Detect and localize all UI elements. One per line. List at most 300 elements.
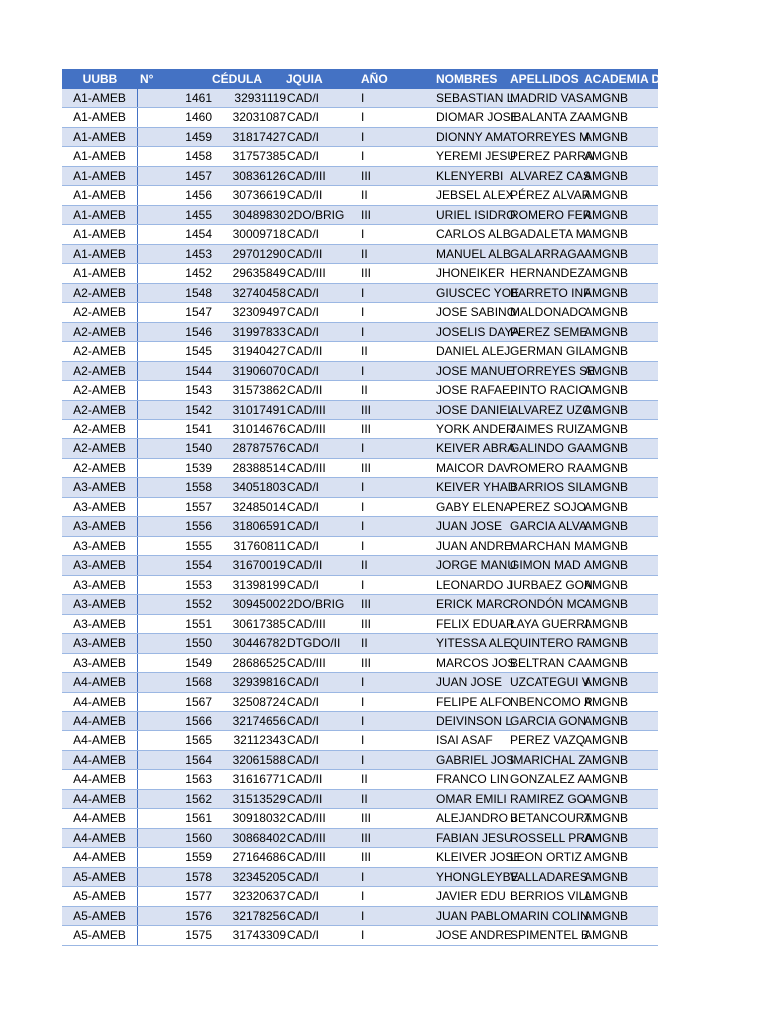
- cell-cedula[interactable]: 31806591: [232, 519, 286, 534]
- cell-apellidos[interactable]: ROMERO FER: [510, 207, 592, 222]
- cell-nombres[interactable]: OMAR EMILI: [436, 791, 507, 806]
- cell-ano[interactable]: I: [361, 714, 365, 728]
- cell-cedula[interactable]: 32939816: [232, 675, 286, 690]
- cell-academia[interactable]: AMGNB: [584, 811, 629, 826]
- cell-cedula[interactable]: 32061588: [232, 752, 286, 767]
- cell-nombres[interactable]: ISAI ASAF: [436, 733, 493, 748]
- cell-nombres[interactable]: YITESSA ALE: [436, 636, 512, 651]
- cell-cedula[interactable]: 31757385: [232, 149, 286, 164]
- cell-jquia[interactable]: CAD/I: [287, 577, 320, 592]
- cell-nombres[interactable]: URIEL ISIDRO: [436, 207, 516, 222]
- cell-number[interactable]: 1567: [185, 694, 212, 709]
- cell-apellidos[interactable]: GARCIA ALVA: [510, 519, 587, 534]
- cell-nombres[interactable]: DEIVINSON L: [436, 714, 513, 728]
- cell-academia[interactable]: AMGNB: [584, 636, 629, 651]
- cell-ano[interactable]: I: [361, 441, 365, 456]
- cell-ano[interactable]: III: [361, 830, 372, 845]
- cell-uubb[interactable]: A1-AMEB: [62, 89, 138, 107]
- cell-jquia[interactable]: CAD/I: [287, 110, 320, 125]
- cell-jquia[interactable]: CAD/I: [287, 538, 320, 553]
- cell-number[interactable]: 1564: [185, 752, 212, 767]
- cell-nombres[interactable]: MARCOS JOS: [436, 655, 516, 670]
- cell-academia[interactable]: AMGNB: [584, 266, 629, 281]
- cell-jquia[interactable]: CAD/III: [287, 616, 326, 631]
- cell-number[interactable]: 1452: [185, 266, 212, 281]
- cell-ano[interactable]: I: [361, 869, 365, 884]
- cell-academia[interactable]: AMGNB: [584, 869, 629, 884]
- cell-nombres[interactable]: JOSE DANIEL: [436, 402, 515, 417]
- cell-nombres[interactable]: JOSE RAFAEL: [436, 383, 517, 398]
- cell-cedula[interactable]: 30836126: [232, 168, 286, 183]
- cell-ano[interactable]: I: [361, 519, 365, 534]
- cell-academia[interactable]: AMGNB: [584, 830, 629, 845]
- cell-jquia[interactable]: CAD/I: [287, 752, 320, 767]
- cell-uubb[interactable]: A4-AMEB: [62, 829, 138, 847]
- cell-apellidos[interactable]: GADALETA M: [510, 227, 586, 242]
- cell-uubb[interactable]: A2-AMEB: [62, 323, 138, 341]
- cell-nombres[interactable]: JOSE MANUE: [436, 363, 515, 378]
- cell-academia[interactable]: AMGNB: [584, 733, 629, 748]
- cell-apellidos[interactable]: PEREZ SEME: [510, 324, 588, 339]
- cell-number[interactable]: 1547: [185, 305, 212, 320]
- cell-apellidos[interactable]: PEREZ VAZQ: [510, 733, 586, 748]
- cell-number[interactable]: 1459: [185, 129, 212, 144]
- cell-academia[interactable]: AMGNB: [584, 616, 629, 631]
- cell-nombres[interactable]: GIUSCEC YOE: [436, 285, 520, 300]
- cell-cedula[interactable]: 29701290: [232, 246, 286, 261]
- cell-nombres[interactable]: YEREMI JESU: [436, 149, 517, 164]
- cell-academia[interactable]: AMGNB: [584, 675, 629, 690]
- cell-uubb[interactable]: A3-AMEB: [62, 498, 138, 516]
- cell-nombres[interactable]: JAVIER EDU: [436, 889, 506, 904]
- cell-number[interactable]: 1542: [185, 402, 212, 417]
- cell-ano[interactable]: I: [361, 480, 365, 495]
- cell-cedula[interactable]: 32178256: [232, 908, 286, 923]
- cell-apellidos[interactable]: RONDÓN MC: [510, 597, 586, 612]
- cell-uubb[interactable]: A4-AMEB: [62, 809, 138, 827]
- cell-nombres[interactable]: MANUEL ALB: [436, 246, 511, 261]
- cell-uubb[interactable]: A2-AMEB: [62, 381, 138, 399]
- cell-jquia[interactable]: CAD/I: [287, 499, 320, 514]
- cell-ano[interactable]: II: [361, 383, 368, 398]
- cell-academia[interactable]: AMGNB: [584, 383, 629, 398]
- cell-number[interactable]: 1558: [185, 480, 212, 495]
- cell-jquia[interactable]: CAD/I: [287, 519, 320, 534]
- header-apellidos[interactable]: APELLIDOS: [510, 72, 579, 86]
- cell-academia[interactable]: AMGNB: [584, 91, 629, 105]
- cell-cedula[interactable]: 31817427: [232, 129, 286, 144]
- cell-ano[interactable]: I: [361, 110, 365, 125]
- cell-cedula[interactable]: 32309497: [232, 305, 286, 320]
- cell-number[interactable]: 1546: [185, 324, 212, 339]
- cell-nombres[interactable]: KLENYERBI: [436, 168, 504, 183]
- cell-ano[interactable]: I: [361, 285, 365, 300]
- cell-apellidos[interactable]: MALDONADC: [510, 305, 587, 320]
- cell-jquia[interactable]: CAD/III: [287, 655, 326, 670]
- cell-apellidos[interactable]: BARRIOS SIL: [510, 480, 586, 495]
- cell-number[interactable]: 1458: [185, 149, 212, 164]
- cell-number[interactable]: 1565: [185, 733, 212, 748]
- cell-number[interactable]: 1544: [185, 363, 212, 378]
- cell-nombres[interactable]: JEBSEL ALEX: [436, 188, 514, 203]
- cell-academia[interactable]: AMGNB: [584, 519, 629, 534]
- cell-nombres[interactable]: FABIAN JESU: [436, 830, 513, 845]
- cell-cedula[interactable]: 32508724: [232, 694, 286, 709]
- cell-ano[interactable]: II: [361, 636, 368, 651]
- cell-cedula[interactable]: 32174656: [232, 714, 286, 728]
- cell-apellidos[interactable]: TORREYES M: [510, 129, 590, 144]
- cell-ano[interactable]: III: [361, 266, 372, 281]
- cell-academia[interactable]: AMGNB: [584, 597, 629, 612]
- cell-number[interactable]: 1457: [185, 168, 212, 183]
- cell-jquia[interactable]: CAD/III: [287, 421, 326, 436]
- cell-academia[interactable]: AMGNB: [584, 285, 629, 300]
- cell-cedula[interactable]: 30489830: [232, 207, 286, 222]
- cell-uubb[interactable]: A3-AMEB: [62, 654, 138, 672]
- cell-jquia[interactable]: 2DO/BRIG: [287, 597, 345, 612]
- cell-jquia[interactable]: CAD/III: [287, 830, 326, 845]
- cell-ano[interactable]: III: [361, 402, 372, 417]
- cell-nombres[interactable]: SEBASTIAN L: [436, 91, 514, 105]
- cell-cedula[interactable]: 28686525: [232, 655, 286, 670]
- cell-uubb[interactable]: A3-AMEB: [62, 615, 138, 633]
- header-nombres[interactable]: NOMBRES: [436, 72, 498, 86]
- cell-apellidos[interactable]: MADRID VAS: [510, 91, 584, 105]
- cell-cedula[interactable]: 31014676: [232, 421, 286, 436]
- cell-nombres[interactable]: CARLOS ALB: [436, 227, 511, 242]
- cell-nombres[interactable]: KLEIVER JOSE: [436, 850, 522, 865]
- cell-uubb[interactable]: A3-AMEB: [62, 517, 138, 535]
- cell-jquia[interactable]: CAD/I: [287, 869, 320, 884]
- cell-ano[interactable]: III: [361, 655, 372, 670]
- cell-cedula[interactable]: 30009718: [232, 227, 286, 242]
- cell-jquia[interactable]: CAD/I: [287, 363, 320, 378]
- cell-academia[interactable]: AMGNB: [584, 129, 629, 144]
- cell-number[interactable]: 1549: [185, 655, 212, 670]
- cell-jquia[interactable]: CAD/III: [287, 850, 326, 865]
- cell-jquia[interactable]: CAD/III: [287, 811, 326, 826]
- cell-uubb[interactable]: A5-AMEB: [62, 887, 138, 905]
- cell-academia[interactable]: AMGNB: [584, 305, 629, 320]
- cell-cedula[interactable]: 32320637: [232, 889, 286, 904]
- cell-ano[interactable]: III: [361, 168, 372, 183]
- cell-cedula[interactable]: 31017491: [232, 402, 286, 417]
- cell-apellidos[interactable]: BELTRAN CA: [510, 655, 585, 670]
- cell-apellidos[interactable]: HERNANDEZ: [510, 266, 585, 281]
- cell-nombres[interactable]: FELIX EDUAR: [436, 616, 515, 631]
- cell-academia[interactable]: AMGNB: [584, 324, 629, 339]
- cell-jquia[interactable]: CAD/II: [287, 558, 323, 573]
- cell-cedula[interactable]: 30918032: [232, 811, 286, 826]
- cell-uubb[interactable]: A4-AMEB: [62, 712, 138, 730]
- cell-number[interactable]: 1453: [185, 246, 212, 261]
- cell-ano[interactable]: III: [361, 850, 372, 865]
- cell-nombres[interactable]: YHONGLEYBE: [436, 869, 519, 884]
- cell-ano[interactable]: III: [361, 460, 372, 475]
- cell-nombres[interactable]: GABY ELENA: [436, 499, 512, 514]
- cell-apellidos[interactable]: VALLADARES: [510, 869, 588, 884]
- cell-jquia[interactable]: CAD/I: [287, 91, 320, 105]
- cell-uubb[interactable]: A4-AMEB: [62, 751, 138, 769]
- cell-nombres[interactable]: ERICK MARC: [436, 597, 512, 612]
- cell-number[interactable]: 1456: [185, 188, 212, 203]
- cell-uubb[interactable]: A2-AMEB: [62, 401, 138, 419]
- cell-jquia[interactable]: CAD/I: [287, 714, 320, 728]
- cell-number[interactable]: 1540: [185, 441, 212, 456]
- cell-apellidos[interactable]: PINTO RACIO: [510, 383, 588, 398]
- cell-apellidos[interactable]: GONZALEZ A: [510, 772, 586, 787]
- cell-jquia[interactable]: CAD/II: [287, 791, 323, 806]
- cell-apellidos[interactable]: MARCHAN M: [510, 538, 584, 553]
- cell-cedula[interactable]: 32740458: [232, 285, 286, 300]
- cell-ano[interactable]: III: [361, 207, 372, 222]
- cell-cedula[interactable]: 31398199: [232, 577, 286, 592]
- cell-number[interactable]: 1555: [185, 538, 212, 553]
- cell-ano[interactable]: I: [361, 363, 365, 378]
- cell-uubb[interactable]: A2-AMEB: [62, 284, 138, 302]
- cell-number[interactable]: 1566: [185, 714, 212, 728]
- cell-uubb[interactable]: A2-AMEB: [62, 439, 138, 457]
- cell-academia[interactable]: AMGNB: [584, 908, 629, 923]
- cell-apellidos[interactable]: ROMERO RA: [510, 460, 585, 475]
- cell-cedula[interactable]: 31743309: [232, 928, 286, 943]
- cell-jquia[interactable]: DTGDO/II: [287, 636, 341, 651]
- cell-apellidos[interactable]: PEREZ SOJO: [510, 499, 587, 514]
- cell-academia[interactable]: AMGNB: [584, 694, 629, 709]
- cell-cedula[interactable]: 31997833: [232, 324, 286, 339]
- cell-number[interactable]: 1561: [185, 811, 212, 826]
- cell-number[interactable]: 1455: [185, 207, 212, 222]
- cell-uubb[interactable]: A3-AMEB: [62, 595, 138, 613]
- cell-jquia[interactable]: CAD/II: [287, 246, 323, 261]
- cell-number[interactable]: 1553: [185, 577, 212, 592]
- cell-uubb[interactable]: A2-AMEB: [62, 362, 138, 380]
- header-cedula[interactable]: CÉDULA: [212, 72, 262, 86]
- cell-nombres[interactable]: JUAN PABLO: [436, 908, 510, 923]
- cell-apellidos[interactable]: PEREZ PARRA: [510, 149, 594, 164]
- cell-jquia[interactable]: CAD/II: [287, 188, 323, 203]
- cell-ano[interactable]: I: [361, 928, 365, 943]
- cell-apellidos[interactable]: GALARRAGA: [510, 246, 585, 261]
- cell-number[interactable]: 1554: [185, 558, 212, 573]
- cell-uubb[interactable]: A4-AMEB: [62, 790, 138, 808]
- cell-cedula[interactable]: 31616771: [232, 772, 286, 787]
- cell-academia[interactable]: AMGNB: [584, 480, 629, 495]
- cell-ano[interactable]: II: [361, 246, 368, 261]
- cell-jquia[interactable]: CAD/III: [287, 168, 326, 183]
- cell-ano[interactable]: I: [361, 324, 365, 339]
- cell-cedula[interactable]: 29635849: [232, 266, 286, 281]
- cell-apellidos[interactable]: IURBAEZ GON: [510, 577, 593, 592]
- cell-jquia[interactable]: CAD/I: [287, 675, 320, 690]
- cell-uubb[interactable]: A3-AMEB: [62, 537, 138, 555]
- cell-ano[interactable]: II: [361, 558, 368, 573]
- cell-academia[interactable]: AMGNB: [584, 499, 629, 514]
- cell-apellidos[interactable]: QUINTERO R: [510, 636, 586, 651]
- cell-academia[interactable]: AMGNB: [584, 441, 629, 456]
- cell-cedula[interactable]: 32112343: [233, 733, 286, 748]
- cell-number[interactable]: 1576: [185, 908, 212, 923]
- cell-apellidos[interactable]: ROSSELL PRA: [510, 830, 593, 845]
- cell-apellidos[interactable]: SPIMENTEL B: [510, 928, 589, 943]
- cell-nombres[interactable]: JUAN JOSE: [436, 675, 503, 690]
- cell-number[interactable]: 1548: [185, 285, 212, 300]
- cell-apellidos[interactable]: GALINDO GA: [510, 441, 585, 456]
- cell-uubb[interactable]: A1-AMEB: [62, 186, 138, 204]
- cell-ano[interactable]: III: [361, 811, 372, 826]
- cell-uubb[interactable]: A4-AMEB: [62, 848, 138, 866]
- cell-cedula[interactable]: 31670019: [232, 558, 286, 573]
- cell-apellidos[interactable]: GIMON MAD: [510, 558, 581, 573]
- cell-nombres[interactable]: JOSELIS DAYA: [436, 324, 520, 339]
- cell-academia[interactable]: AMGNB: [584, 558, 629, 573]
- cell-nombres[interactable]: FRANCO LIN: [436, 772, 509, 787]
- cell-number[interactable]: 1557: [185, 499, 212, 514]
- cell-cedula[interactable]: 28388514: [232, 460, 286, 475]
- cell-number[interactable]: 1552: [185, 597, 212, 612]
- cell-nombres[interactable]: DIONNY AMA: [436, 129, 512, 144]
- cell-jquia[interactable]: CAD/I: [287, 908, 320, 923]
- cell-nombres[interactable]: KEIVER YHAD: [436, 480, 517, 495]
- cell-nombres[interactable]: LEONARDO J: [436, 577, 513, 592]
- cell-uubb[interactable]: A1-AMEB: [62, 206, 138, 224]
- cell-jquia[interactable]: CAD/I: [287, 129, 320, 144]
- cell-apellidos[interactable]: BERRIOS VILL: [510, 889, 593, 904]
- cell-jquia[interactable]: CAD/I: [287, 480, 320, 495]
- cell-apellidos[interactable]: LAYA GUERRI: [510, 616, 589, 631]
- cell-jquia[interactable]: CAD/I: [287, 305, 320, 320]
- cell-uubb[interactable]: A5-AMEB: [62, 868, 138, 886]
- cell-apellidos[interactable]: GARCIA GON: [510, 714, 587, 728]
- cell-ano[interactable]: III: [361, 421, 372, 436]
- cell-ano[interactable]: I: [361, 889, 365, 904]
- cell-jquia[interactable]: 2DO/BRIG: [287, 207, 345, 222]
- cell-jquia[interactable]: CAD/I: [287, 285, 320, 300]
- cell-jquia[interactable]: CAD/I: [287, 324, 320, 339]
- cell-academia[interactable]: AMGNB: [584, 188, 629, 203]
- cell-number[interactable]: 1545: [185, 344, 212, 359]
- cell-ano[interactable]: III: [361, 597, 372, 612]
- cell-academia[interactable]: AMGNB: [584, 363, 629, 378]
- cell-ano[interactable]: I: [361, 694, 365, 709]
- cell-academia[interactable]: AMGNB: [584, 577, 629, 592]
- cell-jquia[interactable]: CAD/III: [287, 460, 326, 475]
- cell-nombres[interactable]: JHONEIKER: [436, 266, 505, 281]
- cell-academia[interactable]: AMGNB: [584, 149, 629, 164]
- cell-academia[interactable]: AMGNB: [584, 460, 629, 475]
- cell-uubb[interactable]: A4-AMEB: [62, 673, 138, 691]
- cell-cedula[interactable]: 30945002: [232, 597, 286, 612]
- cell-jquia[interactable]: CAD/III: [287, 266, 326, 281]
- cell-uubb[interactable]: A1-AMEB: [62, 108, 138, 126]
- cell-cedula[interactable]: 30736619: [232, 188, 286, 203]
- cell-number[interactable]: 1551: [185, 616, 212, 631]
- cell-academia[interactable]: AMGNB: [584, 928, 629, 943]
- cell-apellidos[interactable]: UZCATEGUI V: [510, 675, 590, 690]
- cell-uubb[interactable]: A1-AMEB: [62, 147, 138, 165]
- cell-academia[interactable]: AMGNB: [584, 791, 629, 806]
- cell-nombres[interactable]: DANIEL ALEJ: [436, 344, 511, 359]
- cell-apellidos[interactable]: IMARICHAL Z: [510, 752, 586, 767]
- cell-ano[interactable]: II: [361, 791, 368, 806]
- cell-cedula[interactable]: 32485014: [232, 499, 286, 514]
- cell-cedula[interactable]: 30868402: [232, 830, 286, 845]
- cell-uubb[interactable]: A4-AMEB: [62, 731, 138, 749]
- cell-uubb[interactable]: A3-AMEB: [62, 576, 138, 594]
- cell-ano[interactable]: II: [361, 188, 368, 203]
- cell-ano[interactable]: III: [361, 616, 372, 631]
- cell-number[interactable]: 1562: [185, 791, 212, 806]
- cell-number[interactable]: 1460: [185, 110, 212, 125]
- header-academia[interactable]: ACADEMIA D: [584, 72, 661, 86]
- cell-cedula[interactable]: 31906070: [232, 363, 286, 378]
- cell-nombres[interactable]: JOSE SABINO: [436, 305, 517, 320]
- cell-academia[interactable]: AMGNB: [584, 850, 629, 865]
- cell-cedula[interactable]: 31940427: [232, 344, 286, 359]
- cell-number[interactable]: 1541: [185, 421, 212, 436]
- header-ano[interactable]: AÑO: [361, 72, 388, 86]
- cell-number[interactable]: 1556: [185, 519, 212, 534]
- cell-uubb[interactable]: A5-AMEB: [62, 926, 138, 944]
- cell-ano[interactable]: I: [361, 733, 365, 748]
- cell-jquia[interactable]: CAD/I: [287, 227, 320, 242]
- cell-number[interactable]: 1543: [185, 383, 212, 398]
- cell-jquia[interactable]: CAD/I: [287, 694, 320, 709]
- cell-uubb[interactable]: A2-AMEB: [62, 459, 138, 477]
- cell-ano[interactable]: I: [361, 577, 365, 592]
- cell-ano[interactable]: II: [361, 344, 368, 359]
- cell-uubb[interactable]: A1-AMEB: [62, 167, 138, 185]
- cell-number[interactable]: 1560: [185, 830, 212, 845]
- cell-jquia[interactable]: CAD/I: [287, 733, 320, 748]
- cell-nombres[interactable]: JUAN ANDRE: [436, 538, 513, 553]
- cell-cedula[interactable]: 27164686: [232, 850, 286, 865]
- cell-cedula[interactable]: 32031087: [232, 110, 286, 125]
- cell-nombres[interactable]: DIOMAR JOSE: [436, 110, 519, 125]
- cell-cedula[interactable]: 31573862: [232, 383, 286, 398]
- cell-ano[interactable]: I: [361, 675, 365, 690]
- cell-uubb[interactable]: A1-AMEB: [62, 128, 138, 146]
- cell-ano[interactable]: I: [361, 752, 365, 767]
- cell-cedula[interactable]: 30617385: [232, 616, 286, 631]
- cell-number[interactable]: 1539: [185, 460, 212, 475]
- cell-academia[interactable]: AMGNB: [584, 110, 629, 125]
- cell-nombres[interactable]: ALEJANDRO J: [436, 811, 518, 826]
- cell-apellidos[interactable]: IBALANTA ZA: [510, 110, 586, 125]
- cell-jquia[interactable]: CAD/I: [287, 889, 320, 904]
- cell-number[interactable]: 1577: [185, 889, 212, 904]
- cell-apellidos[interactable]: GERMAN GIL: [510, 344, 586, 359]
- cell-jquia[interactable]: CAD/II: [287, 344, 323, 359]
- cell-uubb[interactable]: A3-AMEB: [62, 556, 138, 574]
- cell-uubb[interactable]: A4-AMEB: [62, 770, 138, 788]
- cell-uubb[interactable]: A1-AMEB: [62, 245, 138, 263]
- cell-number[interactable]: 1461: [185, 91, 212, 105]
- cell-cedula[interactable]: 32931119: [234, 91, 286, 105]
- cell-nombres[interactable]: YORK ANDER: [436, 421, 515, 436]
- cell-cedula[interactable]: 28787576: [232, 441, 286, 456]
- header-jquia[interactable]: JQUIA: [286, 72, 323, 86]
- cell-academia[interactable]: AMGNB: [584, 714, 629, 728]
- cell-academia[interactable]: AMGNB: [584, 227, 629, 242]
- cell-uubb[interactable]: A1-AMEB: [62, 225, 138, 243]
- cell-nombres[interactable]: MAICOR DAV: [436, 460, 512, 475]
- cell-jquia[interactable]: CAD/II: [287, 383, 323, 398]
- header-number[interactable]: N°: [140, 72, 154, 86]
- cell-academia[interactable]: AMGNB: [584, 655, 629, 670]
- cell-academia[interactable]: AMGNB: [584, 421, 629, 436]
- cell-uubb[interactable]: A2-AMEB: [62, 420, 138, 438]
